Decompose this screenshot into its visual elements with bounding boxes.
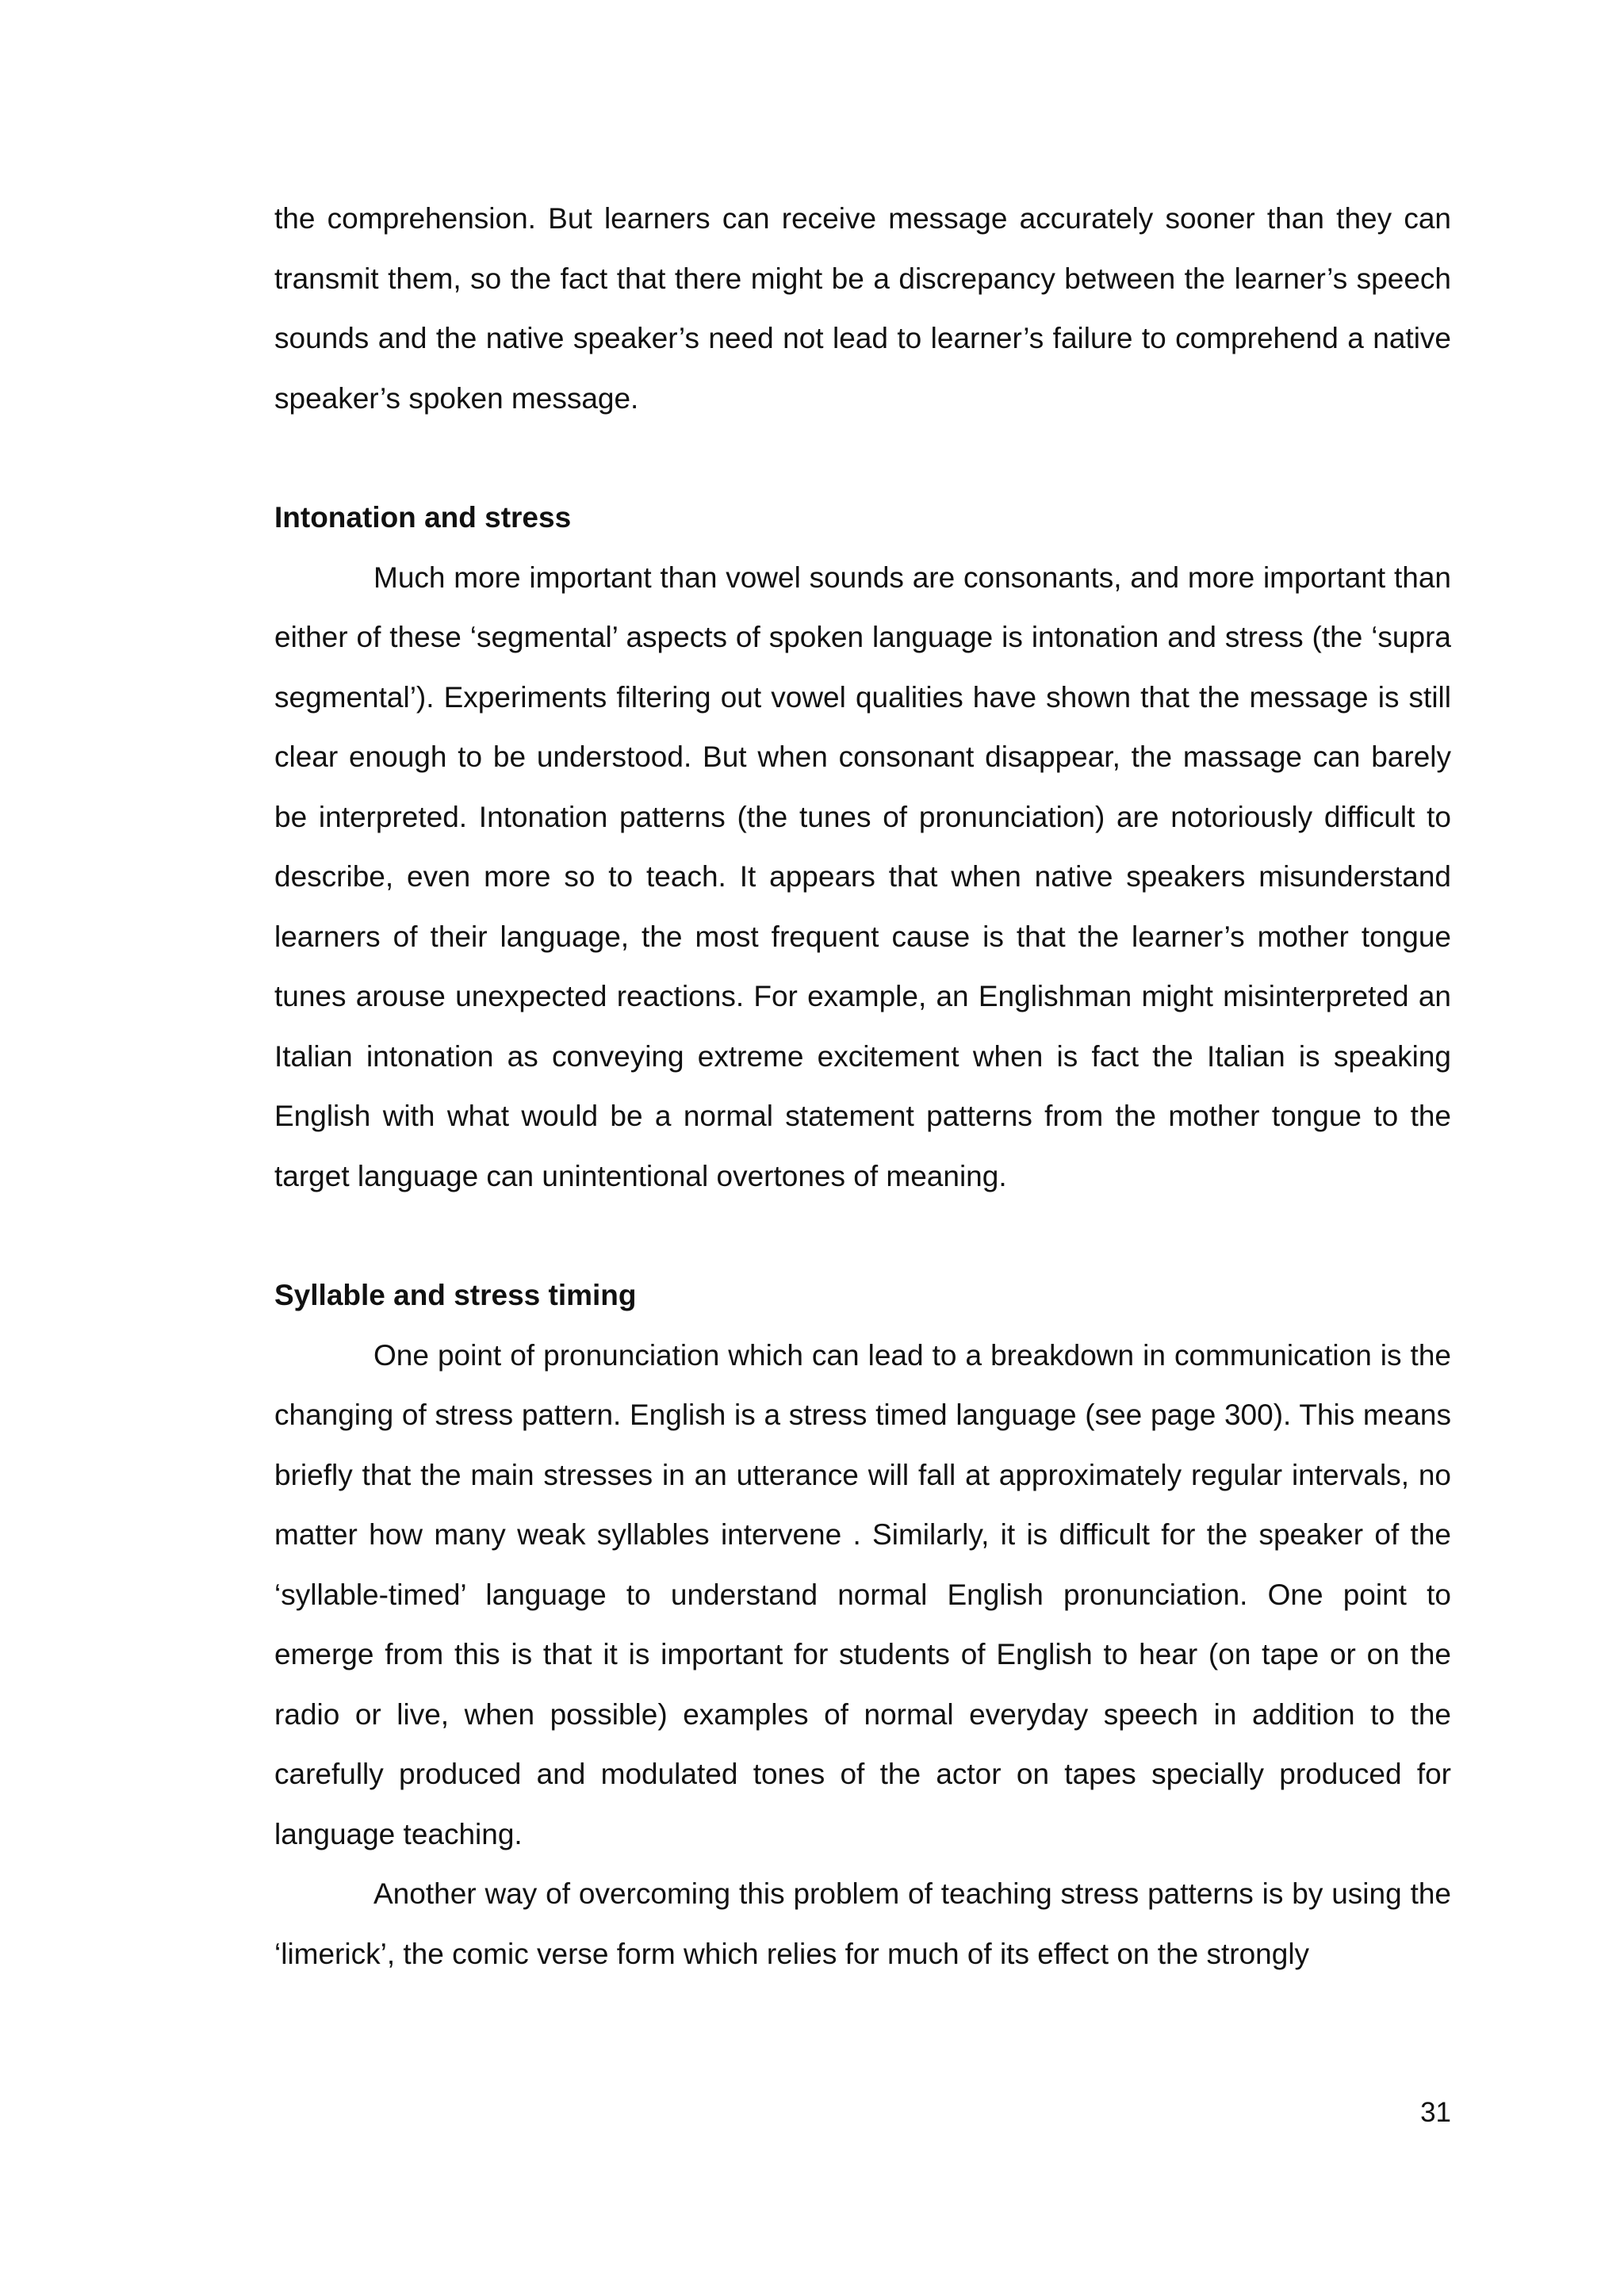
page-body bbox=[274, 189, 1451, 1984]
page-number: 31 bbox=[1420, 2097, 1451, 2128]
section-heading-syllable-timing: Syllable and stress timing bbox=[274, 1279, 637, 1311]
paragraph-syllable-timing-1: One point of pronunciation which can lead to a breakdown in communication is the changing of stress pattern. English is a stress timed language (see page 300). This means briefly that the main stresses in an utterance will fall at approximately regular intervals, no matter how many weak syllables intervene . Similarly, it is difficult for the speaker of the ‘syllable-timed’ language to understand normal English pronunciation. One point to emerge from this is that it is important for students of English to hear (on tape or on the radio or live, when possible) examples of normal everyday speech in addition to the carefully produced and modulated tones of the actor on tapes specially produced for language teaching. bbox=[274, 1338, 1451, 1850]
section-heading-intonation: Intonation and stress bbox=[274, 501, 572, 534]
paragraph-syllable-timing-2: Another way of overcoming this problem of teaching stress patterns is by using the ‘limerick’, the comic verse form which relies for much of its effect on the strongly bbox=[274, 1877, 1451, 1970]
section-spacer bbox=[274, 428, 1451, 488]
section-spacer bbox=[274, 1206, 1451, 1265]
opening-paragraph: the comprehension. But learners can receive message accurately sooner than they can transmit them, so the fact that there might be a discrepancy between the learner’s speech sounds and the native speaker’s need not lead to learner’s failure to comprehend a native speaker’s spoken message. bbox=[274, 202, 1451, 415]
paragraph-intonation: Much more important than vowel sounds are consonants, and more important than either of these ‘segmental’ aspects of spoken language is intonation and stress (the ‘supra segmental’). Experiments filtering out vowel qualities have shown that the message is still clear enough to be understood. But when consonant disappear, the massage can barely be interpreted. Intonation patterns (the tunes of pronunciation) are notoriously difficult to describe, even more so to teach. It appears that when native speakers misunderstand learners of their language, the most frequent cause is that the learner’s mother tongue tunes arouse unexpected reactions. For example, an Englishman might misinterpreted an Italian intonation as conveying extreme excitement when is fact the Italian is speaking English with what would be a normal statement patterns from the mother tongue to the target language can unintentional overtones of meaning. bbox=[274, 561, 1451, 1192]
